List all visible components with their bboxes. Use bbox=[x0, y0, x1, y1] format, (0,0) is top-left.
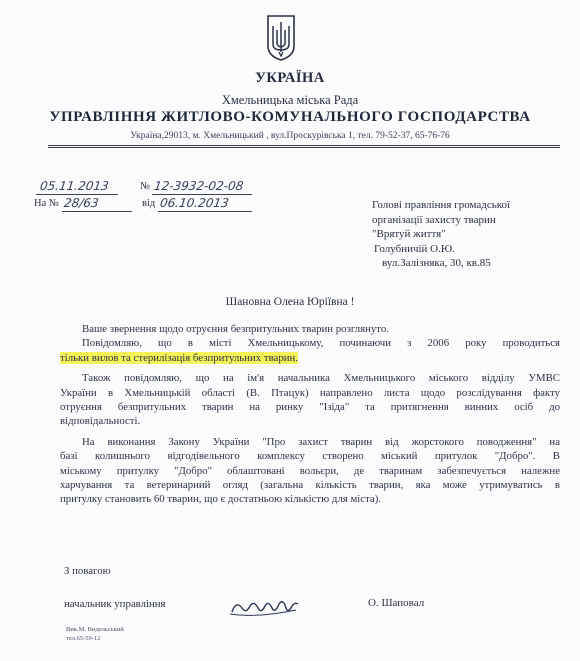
reference-date: 06.10.2013 bbox=[159, 196, 230, 210]
coat-of-arms-icon bbox=[266, 14, 296, 62]
letterhead-council: Хмельницька міська Рада bbox=[221, 93, 359, 107]
closing-regards: З повагою bbox=[64, 565, 111, 577]
reference-number: 28/63 bbox=[63, 196, 100, 210]
executor-phone: тел.65-59-12 bbox=[66, 635, 101, 642]
reference-from-label: від bbox=[142, 198, 156, 209]
recipient-line: вул.Залізняка, 30, кв.85 bbox=[382, 257, 491, 270]
underline bbox=[36, 194, 118, 195]
body-line: базі колишнього відгодівельного комплексу створено міський притулок "Добро". В bbox=[60, 450, 560, 463]
salutation: Шановна Олена Юріївна ! bbox=[225, 296, 355, 308]
highlighted-text: тільки вилов та стерилізація безпритульних тварин. bbox=[60, 351, 299, 364]
body-line: отруєння безпритульних тварин на ринку "Ізіда" та притягнення винних осіб до bbox=[60, 401, 560, 414]
letterhead-divider bbox=[48, 147, 560, 148]
signer-name: О. Шаповал bbox=[368, 597, 425, 609]
registration-number: 12-3932-02-08 bbox=[153, 179, 245, 193]
recipient-block bbox=[372, 198, 572, 271]
body-line: України в Хмельницькій області (В. Птацук) направлено листа щодо розслідування факту bbox=[60, 386, 560, 399]
registration-number-prefix: № bbox=[140, 181, 151, 192]
reference-number-prefix: На № bbox=[34, 198, 59, 209]
letterhead-divider bbox=[48, 145, 560, 146]
underline bbox=[62, 211, 132, 212]
body-line: Також повідомляю, що на ім'я начальника Хмельницького міського відділу УМВС bbox=[82, 372, 560, 385]
recipient-line: організації захисту тварин bbox=[372, 213, 496, 226]
executor-name: Вик.М. Видельський bbox=[66, 626, 124, 633]
letter-body bbox=[60, 322, 560, 507]
recipient-line: Голові правління громадської bbox=[372, 199, 511, 211]
underline bbox=[158, 211, 252, 212]
underline bbox=[152, 194, 252, 195]
letterhead-address: Україна,29013, м. Хмельницький , вул.Проскурівська 1, тел. 79-52-37, 65-76-76 bbox=[130, 131, 450, 141]
body-line: харчування та ветеринарний огляд (загальна кількість тварин, яка може утримуватись в bbox=[60, 479, 560, 492]
body-line: Повідомляю, що в місті Хмельницькому, починаючи з 2006 року проводиться bbox=[82, 337, 560, 350]
handwritten-signature bbox=[228, 594, 300, 620]
body-line: Ваше звернення щодо отруєння безпритульних тварин розглянуто. bbox=[82, 323, 389, 335]
recipient-line: "Врятуй життя" bbox=[372, 228, 446, 241]
registration-date: 05.11.2013 bbox=[39, 179, 110, 193]
body-line: притулку становить 60 тварин, що є достатньою кількістю для міста). bbox=[60, 493, 382, 506]
letterhead-department: УПРАВЛІННЯ ЖИТЛОВО-КОМУНАЛЬНОГО ГОСПОДАРСТВА bbox=[49, 109, 531, 125]
body-line: На виконання Закону України "Про захист тварин від жорстокого поводження" на bbox=[82, 435, 560, 448]
body-line: відповідальності. bbox=[60, 415, 141, 428]
letterhead-country: УКРАЇНА bbox=[255, 70, 325, 86]
signer-position: начальник управління bbox=[64, 598, 166, 610]
body-line: міському притулку "Добро" облаштовані вольєри, де тваринам забезпечується належне bbox=[60, 464, 560, 477]
recipient-line: Голубничій О.Ю. bbox=[374, 242, 455, 255]
